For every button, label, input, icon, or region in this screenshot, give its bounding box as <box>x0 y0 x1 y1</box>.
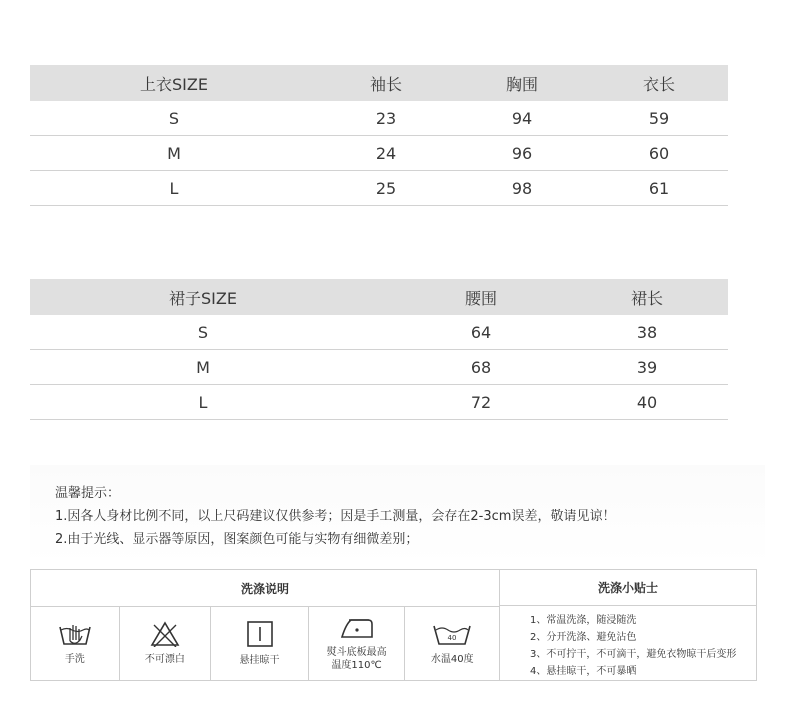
wash-40-icon <box>432 621 472 647</box>
value-cell: 39 <box>636 357 658 377</box>
value-cell: 68 <box>470 357 492 377</box>
care-icons-row <box>31 607 499 680</box>
value-cell: 40 <box>636 392 658 412</box>
size-cell: L <box>198 392 208 412</box>
table-row <box>30 136 728 171</box>
notice-line: 2.由于光线、显示器等原因，图案颜色可能与实物有细微差别； <box>55 532 419 547</box>
size-cell: M <box>196 357 210 377</box>
header-sleeve-length: 袖长 <box>369 74 402 94</box>
value-cell: 72 <box>470 392 492 412</box>
notice-line: 1.因各人身材比例不同，以上尺码建议仅供参考；因是手工测量，会存在2-3cm误差，敬请见谅！ <box>55 509 616 524</box>
icon-label: 不可漂白 <box>144 654 185 665</box>
icon-label: 水温40度 <box>430 654 474 665</box>
wash-tips-list <box>500 606 756 680</box>
table-header-row <box>30 279 728 315</box>
value-cell: 60 <box>648 143 670 163</box>
top-size-table <box>30 65 728 206</box>
wash-tips-panel <box>500 570 756 680</box>
skirt-size-table <box>30 279 728 420</box>
header-length: 衣长 <box>642 74 675 94</box>
notice-box <box>30 465 765 565</box>
header-waist: 腰围 <box>464 288 497 308</box>
list-item: 1、常温洗涤，随浸随洗 <box>530 615 637 626</box>
header-bust: 胸围 <box>505 74 538 94</box>
icon-label: 悬挂晾干 <box>239 655 280 666</box>
wash-temperature-text: 40 <box>447 634 457 642</box>
value-cell: 38 <box>636 322 658 342</box>
table-row <box>30 171 728 206</box>
care-item-iron <box>309 607 406 680</box>
care-item-hand-wash <box>31 607 120 680</box>
hand-wash-icon <box>58 621 92 647</box>
wash-tips-title: 洗涤小贴士 <box>500 570 756 606</box>
table-row <box>30 315 728 350</box>
header-size: 上衣SIZE <box>140 74 208 94</box>
list-item: 3、不可拧干，不可滴干，避免衣物晾干后变形 <box>530 649 737 660</box>
value-cell: 24 <box>375 143 397 163</box>
icon-label: 手洗 <box>64 654 85 665</box>
icon-label: 熨斗底板最高 温度110℃ <box>326 646 387 671</box>
list-item: 2、分开洗涤、避免沾色 <box>530 632 637 643</box>
wash-instructions-title: 洗涤说明 <box>31 570 499 607</box>
iron-icon <box>339 616 375 640</box>
value-cell: 23 <box>375 108 397 128</box>
value-cell: 59 <box>648 108 670 128</box>
care-item-wash-40 <box>405 607 499 680</box>
no-bleach-icon <box>150 621 180 647</box>
care-instructions <box>30 569 757 681</box>
header-size: 裙子SIZE <box>169 288 237 308</box>
notice-title: 温馨提示： <box>55 486 121 501</box>
table-row <box>30 385 728 420</box>
wash-instructions-panel <box>31 570 500 680</box>
value-cell: 94 <box>511 108 533 128</box>
size-cell: M <box>167 143 181 163</box>
header-skirt-length: 裙长 <box>630 288 663 308</box>
size-cell: L <box>169 178 179 198</box>
list-item: 4、悬挂晾干，不可暴晒 <box>530 666 637 677</box>
table-row <box>30 350 728 385</box>
value-cell: 98 <box>511 178 533 198</box>
value-cell: 61 <box>648 178 670 198</box>
value-cell: 64 <box>470 322 492 342</box>
care-item-line-dry <box>211 607 309 680</box>
table-row <box>30 101 728 136</box>
care-item-no-bleach <box>120 607 212 680</box>
size-cell: S <box>168 108 180 128</box>
value-cell: 25 <box>375 178 397 198</box>
size-cell: S <box>197 322 209 342</box>
value-cell: 96 <box>511 143 533 163</box>
table-header-row <box>30 65 728 101</box>
line-dry-icon <box>246 620 274 648</box>
